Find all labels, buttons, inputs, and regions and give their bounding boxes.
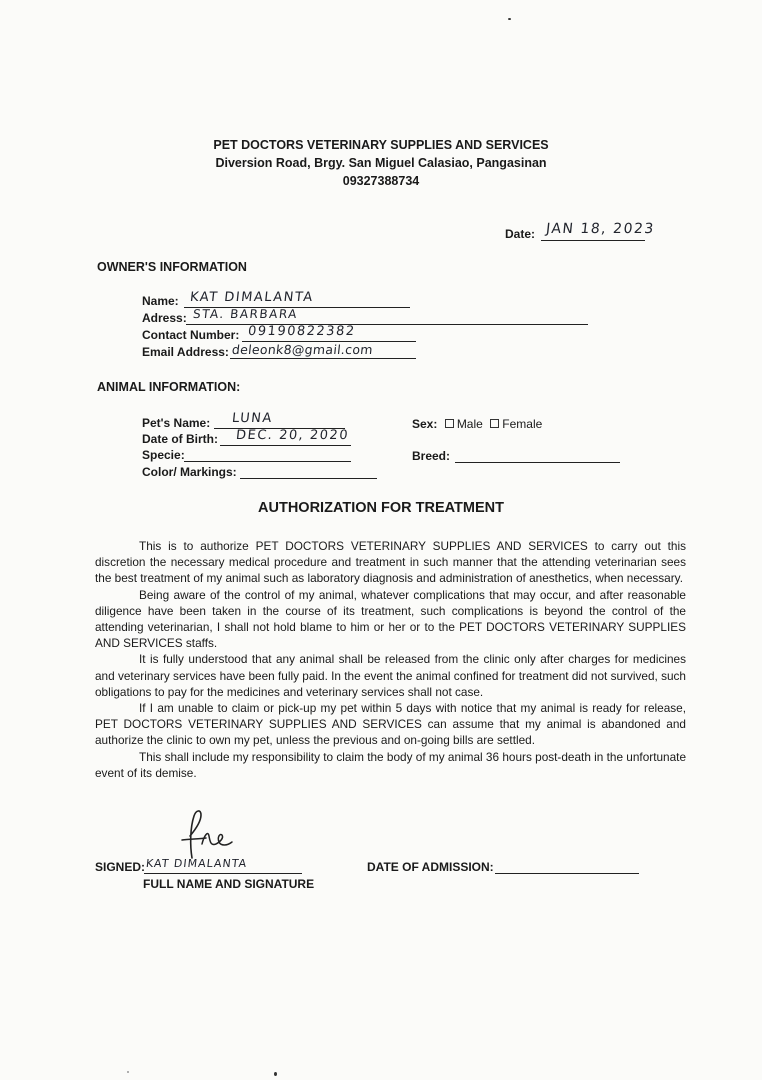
date-line bbox=[541, 240, 645, 241]
scan-speck bbox=[127, 1071, 129, 1073]
owner-contact-value: 09190822382 bbox=[247, 324, 357, 339]
female-option-label: Female bbox=[502, 417, 543, 431]
color-label: Color/ Markings: bbox=[142, 465, 237, 479]
owner-email-label: Email Address: bbox=[142, 345, 229, 359]
sex-label: Sex: bbox=[412, 417, 438, 431]
owner-name-label: Name: bbox=[142, 294, 179, 308]
clinic-name: PET DOCTORS VETERINARY SUPPLIES AND SERVICES bbox=[213, 138, 549, 152]
authorization-paragraph: It is fully understood that any animal shall be released from the clinic only after charges for medicines and veterinary services have been fully paid. In the event the animal confined for treatment did not survived, such obligations to pay for the medicines and veterinary services shall not case. bbox=[95, 652, 686, 699]
breed-label: Breed: bbox=[412, 449, 451, 463]
authorization-body bbox=[95, 538, 686, 781]
dob-value: DEC. 20, 2020 bbox=[235, 428, 350, 443]
pet-name-label: Pet's Name: bbox=[142, 416, 211, 430]
authorization-paragraph: If I am unable to claim or pick-up my pet within 5 days with notice that my animal is ready for release, PET DOCTORS VETERINARY SUPPLIES AND SERVICES can assume that my animal is abandoned and authorize the clinic to own my pet, unless the previous and on-going bills are settled. bbox=[95, 701, 686, 748]
animal-heading: ANIMAL INFORMATION: bbox=[97, 380, 241, 394]
handwritten-signature bbox=[170, 806, 240, 862]
specie-line bbox=[184, 461, 351, 462]
owner-address-value: STA. BARBARA bbox=[192, 307, 299, 321]
male-checkbox[interactable] bbox=[445, 419, 454, 428]
date-label: Date: bbox=[505, 227, 536, 241]
authorization-paragraph: This is to authorize PET DOCTORS VETERINARY SUPPLIES AND SERVICES to carry out this discretion the necessary medical procedure and treatment in such manner that the attending veterinarian sees the best treatment of my animal such as laboratory diagnosis and administration of anesthetics, when necessary. bbox=[95, 539, 686, 586]
owner-address-label: Adress: bbox=[142, 311, 187, 325]
authorization-paragraph: Being aware of the control of my animal, whatever complications that may occur, and after reasonable diligence have been taken in the course of its treatment, such complications is beyond the control of the attending veterinarian, I shall not hold blame to him or her or to the PET DOCTORS VETERINARY SUPPLIES AND SERVICES staffs. bbox=[95, 587, 686, 651]
scan-speck bbox=[508, 18, 511, 20]
owner-address-line bbox=[186, 324, 588, 325]
owner-heading: OWNER'S INFORMATION bbox=[97, 260, 247, 274]
scan-speck bbox=[274, 1072, 277, 1076]
signed-label: SIGNED: bbox=[95, 860, 146, 874]
owner-email-line bbox=[230, 358, 416, 359]
date-value: JAN 18, 2023 bbox=[545, 221, 656, 237]
admission-line bbox=[495, 873, 639, 874]
clinic-phone: 09327388734 bbox=[342, 174, 420, 188]
owner-name-value: KAT DIMALANTA bbox=[189, 290, 315, 305]
color-line bbox=[240, 478, 377, 479]
authorization-paragraph: This shall include my responsibility to claim the body of my animal 36 hours post-death in the unfortunate event of its demise. bbox=[95, 749, 686, 780]
female-checkbox[interactable] bbox=[490, 419, 499, 428]
clinic-address: Diversion Road, Brgy. San Miguel Calasiao, Pangasinan bbox=[215, 156, 547, 170]
specie-label: Specie: bbox=[142, 448, 185, 462]
authorization-title: AUTHORIZATION FOR TREATMENT bbox=[258, 500, 504, 516]
sex-field bbox=[412, 415, 542, 433]
male-option-label: Male bbox=[456, 417, 483, 431]
breed-line bbox=[455, 462, 620, 463]
pet-name-value: LUNA bbox=[231, 411, 274, 426]
signed-line bbox=[144, 873, 302, 874]
owner-email-value: deleonk8@gmail.com bbox=[231, 342, 374, 357]
admission-label: DATE OF ADMISSION: bbox=[367, 860, 494, 874]
signature-caption: FULL NAME AND SIGNATURE bbox=[143, 877, 315, 891]
owner-contact-label: Contact Number: bbox=[142, 328, 240, 342]
dob-line bbox=[220, 445, 351, 446]
signed-value: KAT DIMALANTA bbox=[145, 857, 248, 870]
dob-label: Date of Birth: bbox=[142, 432, 218, 446]
